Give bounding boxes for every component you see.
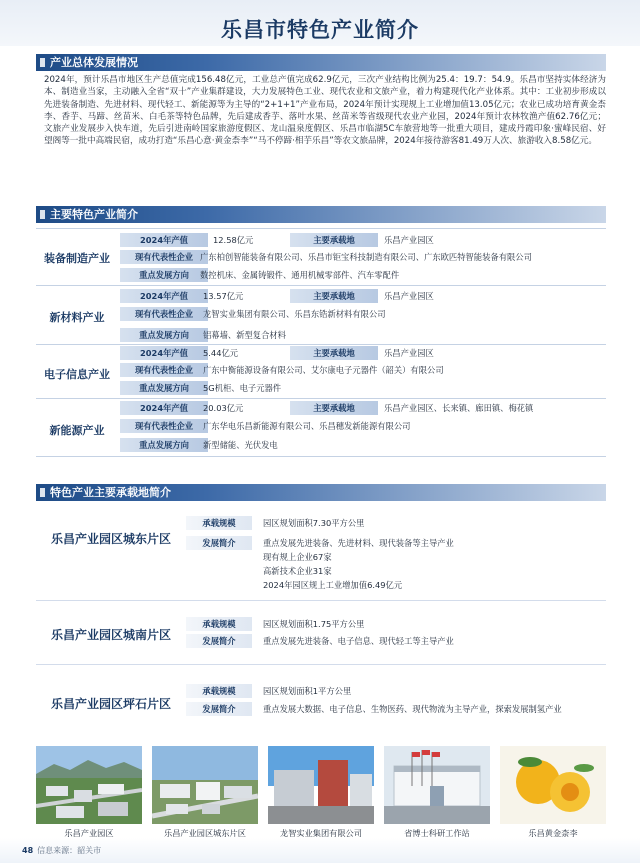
base-name: 乐昌产业园区城南片区 [50,628,171,642]
value-carrier: 乐昌产业园区 [384,235,434,245]
value-scale: 园区规划面积1平方公里 [263,686,352,696]
label-output: 2024年产值 [120,289,208,303]
photo-caption: 乐昌黄金柰李 [528,828,578,838]
divider [36,398,606,399]
page-title: 乐昌市特色产业简介 [221,18,419,42]
photo-caption: 乐昌产业园区城东片区 [164,828,246,838]
label-profile: 发展简介 [186,634,252,648]
chengdong-park-photo [152,746,258,824]
base-name: 乐昌产业园区坪石片区 [50,697,171,711]
value-carrier: 乐昌产业园区 [384,291,434,301]
photo-caption: 省博士科研工作站 [404,828,470,838]
label-output: 2024年产值 [120,346,208,360]
profile-line: 现有规上企业67家 [263,552,332,562]
label-profile: 发展简介 [186,536,252,550]
value-direction: 5G机柜、电子元器件 [203,383,282,393]
value-scale: 园区规划面积1.75平方公里 [263,619,365,629]
divider [36,456,606,457]
golden-plum-photo [500,746,606,824]
value-direction: 新型储能、光伏发电 [203,440,278,450]
label-profile: 发展简介 [186,702,252,716]
page-number: 48 [22,846,34,855]
divider [36,285,606,286]
label-enterprises: 现有代表性企业 [120,307,208,321]
source-note: 信息来源：韶关市 [37,846,102,855]
value-carrier: 乐昌产业园区、长来镇、廊田镇、梅花镇 [384,403,534,413]
label-direction: 重点发展方向 [120,328,208,342]
value-direction: 铝幕墙、新型复合材料 [203,330,286,340]
label-carrier: 主要承载地 [290,233,378,247]
divider [36,664,606,665]
industry-name: 新材料产业 [49,311,105,324]
section-heading-bases: 特色产业主要承载地简介 [36,484,606,501]
overview-text: 2024年，预计乐昌市地区生产总值完成156.48亿元，工业总产值完成62.9亿元，三次产业结构比例为25.4：19.7：54.9。乐昌市坚持实体经济为本、制造业当家，主动融入全省“双十”产业集群建设，大力发展特色工业、现代农业和文旅产业，着力构建现代化产业体系。其中：工业初步形成以先进装备制造、先进材料、现代轻工、新能源等为主导的“2+1+1”产业布局，2024年预计实现规上工业增加值13.05亿元；农业已成功培育黄金柰李、香芋、马蹄、丝苗米、白毛茶等特色品牌，先后建成香芋、落叶水果、丝苗米等省级现代农业产业园，2024年预计农林牧渔产值62.76亿元；文旅产业发展步入快车道，先后引进南岭国家旅游度假区、龙山温泉度假区、乐昌市临湖5C车旅营地等一批重大项目，建成丹霞印象·蜜峰民宿、好望阁等一批中高端民宿，成功打造“乐昌心意·黄金柰李”“马不停蹄·相芋乐昌”等农文旅品牌，2024年接待游客81.49万人次、旅游收入8.58亿元。 [44,75,606,147]
industry-name: 电子信息产业 [44,368,110,381]
label-direction: 重点发展方向 [120,381,208,395]
base-name: 乐昌产业园区城东片区 [50,532,171,546]
footer [22,845,101,856]
profile-line: 重点发展先进装备、先进材料、现代装备等主导产业 [263,538,454,548]
value-enterprises: 广东华电乐昌新能源有限公司、乐昌穗发新能源有限公司 [203,421,411,431]
value-scale: 园区规划面积7.30平方公里 [263,518,365,528]
divider [36,600,606,601]
profile-line: 重点发展先进装备、电子信息、现代轻工等主导产业 [263,636,454,646]
industry-name: 装备制造产业 [44,252,110,265]
label-enterprises: 现有代表性企业 [120,419,208,433]
label-carrier: 主要承载地 [290,346,378,360]
label-scale: 承载规模 [186,516,252,530]
label-carrier: 主要承载地 [290,401,378,415]
label-output: 2024年产值 [120,401,208,415]
label-scale: 承载规模 [186,684,252,698]
industry-name: 新能源产业 [49,424,105,437]
divider [36,344,606,345]
value-output: 20.03亿元 [203,403,244,413]
value-output: 12.58亿元 [213,235,254,245]
profile-line: 高新技术企业31家 [263,566,332,576]
label-direction: 重点发展方向 [120,268,208,282]
profile-line: 重点发展大数据、电子信息、生物医药、现代物流为主导产业，探索发展制氢产业 [263,704,562,714]
label-output: 2024年产值 [120,233,208,247]
value-enterprises: 龙智实业集团有限公司、乐昌东锆新材料有限公司 [203,309,386,319]
industrial-park-aerial-photo [36,746,142,824]
value-output: 5.44亿元 [203,348,239,358]
label-enterprises: 现有代表性企业 [120,250,208,264]
value-carrier: 乐昌产业园区 [384,348,434,358]
value-direction: 数控机床、金属铸锻件、通用机械零部件、汽车零配件 [200,270,400,280]
section-heading-industries: 主要特色产业简介 [36,206,606,223]
section-heading-overview: 产业总体发展情况 [36,54,606,71]
longzhi-company-photo [268,746,374,824]
label-direction: 重点发展方向 [120,438,208,452]
research-station-photo [384,746,490,824]
label-carrier: 主要承载地 [290,289,378,303]
label-scale: 承载规模 [186,617,252,631]
profile-line: 2024年园区规上工业增加值6.49亿元 [263,580,403,590]
value-enterprises: 广东中衡能源设备有限公司、艾尔康电子元器件（韶关）有限公司 [203,365,444,375]
label-enterprises: 现有代表性企业 [120,363,208,377]
value-output: 13.57亿元 [203,291,244,301]
value-enterprises: 广东柏创智能装备有限公司、乐昌市钜宝科技制造有限公司、广东欧匹特智能装备有限公司 [200,252,532,262]
photo-caption: 龙智实业集团有限公司 [280,828,362,838]
photo-caption: 乐昌产业园区 [64,828,114,838]
divider [36,228,606,229]
